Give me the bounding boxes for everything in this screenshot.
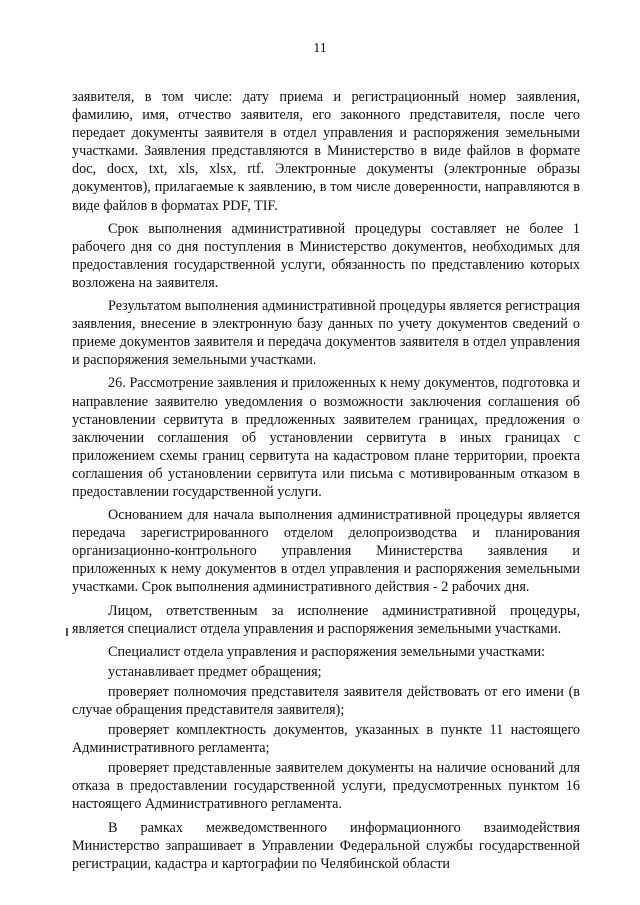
page-number: 11 xyxy=(313,41,327,56)
scan-mark xyxy=(66,628,68,636)
list-item-completeness-check: проверяет комплектность документов, указанных в пункте 11 настоящего Административного регламента; xyxy=(72,722,580,757)
paragraph-specialist-intro: Специалист отдела управления и распоряжения земельными участками: xyxy=(108,643,546,660)
paragraph-responsible-person: Лицом, ответственным за исполнение административной процедуры, является специалист отдела управления и распоряжения земельными участками. xyxy=(72,602,580,637)
paragraph-procedure-deadline: Срок выполнения административной процедуры составляет не более 1 рабочего дня со дня поступления в Министерство документов, необходимых для предоставления государственной услуги, обязанность по представлению которых возложена на заявителя. xyxy=(72,220,580,291)
paragraph-interagency-request: В рамках межведомственного информационного взаимодействия Министерство запрашивает в Управлении Федеральной службы государственной регистрации, кадастра и картографии по Челябинской области xyxy=(72,819,580,872)
document-body xyxy=(72,88,580,878)
paragraph-applicant-registration: заявителя, в том числе: дату приема и регистрационный номер заявления, фамилию, имя, отчество заявителя, его законного представителя, после чего передает документы заявителя в отдел управления и распоряжения земельными участками. Заявления представляются в Министерство в виде файлов в формате doc, docx, txt, xls, xlsx, rtf. Электронные документы (электронные образы документов), прилагаемые к заявлению, в том числе доверенности, направляются в виде файлов в форматах PDF, TIF. xyxy=(72,89,580,214)
list-item-subject: устанавливает предмет обращения; xyxy=(108,663,322,680)
list-item-authority-check: проверяет полномочия представителя заявителя действовать от его имени (в случае обращения представителя заявителя); xyxy=(72,683,580,718)
paragraph-procedure-result: Результатом выполнения административной процедуры является регистрация заявления, внесение в электронную базу данных по учету документов сведений о приеме документов заявителя и передача документов заявителя в отдел управления и распоряжения земельными участками. xyxy=(72,298,580,369)
list-item-refusal-grounds: проверяет представленные заявителем документы на наличие оснований для отказа в предоставлении государственной услуги, предусмотренных пунктом 16 настоящего Административного регламента. xyxy=(72,760,580,813)
paragraph-item-26: 26. Рассмотрение заявления и приложенных к нему документов, подготовка и направление заявителю уведомления о возможности заключения соглашения об установлении сервитута в предложенных заявителем границах, предложения о заключении соглашения об установлении сервитута в иных границах с приложением схемы границ сервитута на кадастровом плане территории, проекта соглашения об установлении сервитута или письма с мотивированным отказом в предоставлении государственной услуги. xyxy=(72,375,580,500)
paragraph-procedure-basis: Основанием для начала выполнения административной процедуры является передача зарегистрированного отделом делопроизводства и планирования организационно-контрольного управления Министерства заявления и приложенных к нему документов в отдел управления и распоряжения земельными участками. Срок выполнения административного действия - 2 рабочих дня. xyxy=(72,507,580,596)
